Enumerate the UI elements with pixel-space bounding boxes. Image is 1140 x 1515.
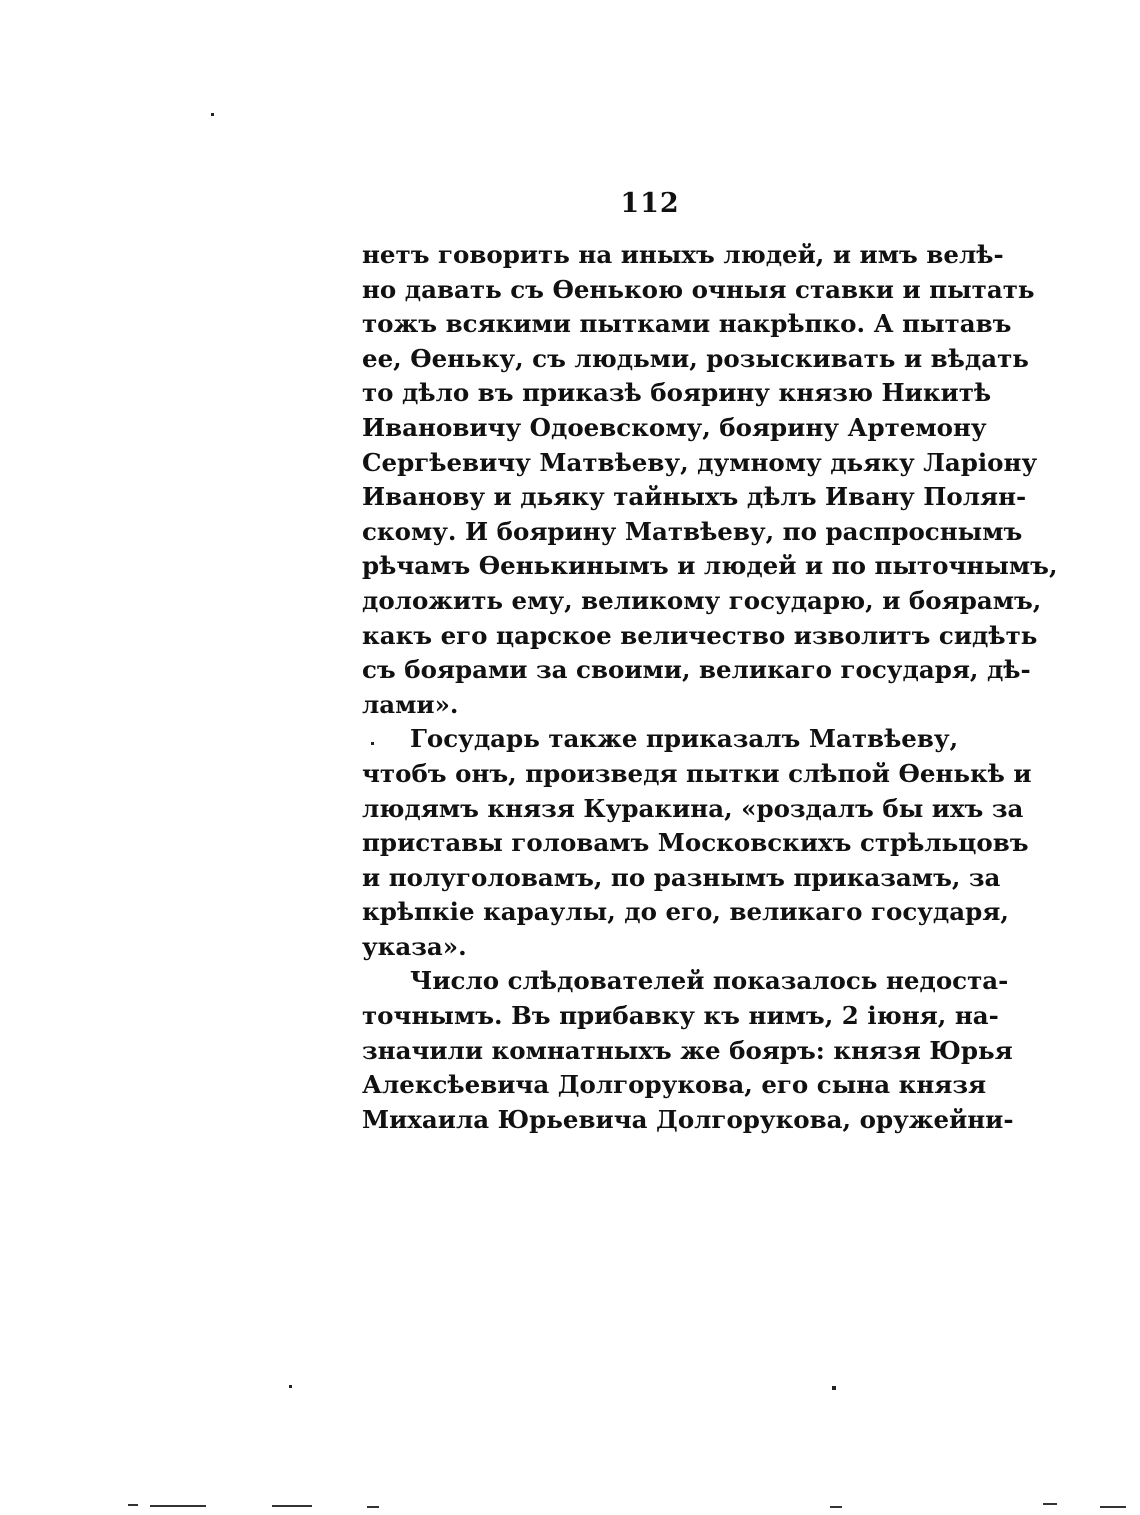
- text-line: Государь также приказалъ Матвѣеву,: [410, 724, 959, 754]
- scan-artifact-line: [830, 1506, 842, 1508]
- text-line: Алексѣевича Долгорукова, его сына князя: [362, 1070, 987, 1100]
- text-line: людямъ князя Куракина, «роздалъ бы ихъ за: [362, 793, 1024, 823]
- text-line: Иванову и дьяку тайныхъ дѣлъ Ивану Полян-: [362, 482, 1027, 512]
- scan-speck: [289, 1385, 292, 1388]
- text-line: Михаила Юрьевича Долгорукова, оружейни-: [362, 1104, 1014, 1134]
- text-line: какъ его царское величество изволитъ сидѣть: [362, 620, 1038, 650]
- scan-speck: [211, 113, 214, 116]
- text-line: значили комнатныхъ же бояръ: князя Юрья: [362, 1035, 1013, 1065]
- text-line: скому. И боярину Матвѣеву, по распроснымъ: [362, 516, 1023, 546]
- text-line: лами».: [362, 689, 459, 719]
- text-line: крѣпкіе караулы, до его, великаго государя,: [362, 897, 1009, 927]
- text-line: Ивановичу Одоевскому, боярину Артемону: [362, 412, 987, 442]
- text-line: чтобъ онъ, произведя пытки слѣпой Ѳенькѣ и: [362, 758, 1032, 788]
- text-line: и полуголовамъ, по разнымъ приказамъ, за: [362, 862, 1001, 892]
- scan-artifact-line: [1043, 1503, 1057, 1505]
- text-line: указа».: [362, 931, 467, 961]
- scan-speck: [371, 742, 374, 745]
- scan-artifact-line: [272, 1505, 312, 1507]
- text-line: рѣчамъ Ѳенькинымъ и людей и по пыточнымъ,: [362, 551, 1058, 581]
- page-number: 112: [620, 188, 680, 219]
- paragraph: [362, 964, 1014, 1137]
- text-line: Сергѣевичу Матвѣеву, думному дьяку Ларіону: [362, 447, 1038, 477]
- text-line: то дѣло въ приказѣ боярину князю Никитѣ: [362, 378, 992, 408]
- text-line: доложить ему, великому государю, и боярамъ,: [362, 585, 1042, 615]
- text-line: точнымъ. Въ прибавку къ нимъ, 2 іюня, на-: [362, 1001, 999, 1031]
- text-line: тожъ всякими пытками накрѣпко. А пытавъ: [362, 309, 1012, 339]
- scan-speck: [832, 1386, 836, 1390]
- scan-artifact-line: [367, 1506, 379, 1508]
- scan-artifact-line: [1100, 1506, 1126, 1508]
- scan-artifact-line: [128, 1504, 138, 1506]
- text-line: Число слѣдователей показалось недоста-: [410, 966, 1009, 996]
- text-line: приставы головамъ Московскихъ стрѣльцовъ: [362, 828, 1029, 858]
- text-line: но давать съ Ѳенькою очныя ставки и пытать: [362, 274, 1035, 304]
- paragraph: [362, 238, 1058, 722]
- text-line: нетъ говорить на иныхъ людей, и имъ велѣ-: [362, 240, 1004, 269]
- scan-artifact-line: [150, 1505, 206, 1507]
- body-text: [362, 238, 1058, 1137]
- text-line: съ боярами за своими, великаго государя, дѣ-: [362, 655, 1031, 685]
- text-line: ее, Ѳеньку, съ людьми, розыскивать и вѣдать: [362, 343, 1029, 373]
- paragraph: [362, 722, 1032, 964]
